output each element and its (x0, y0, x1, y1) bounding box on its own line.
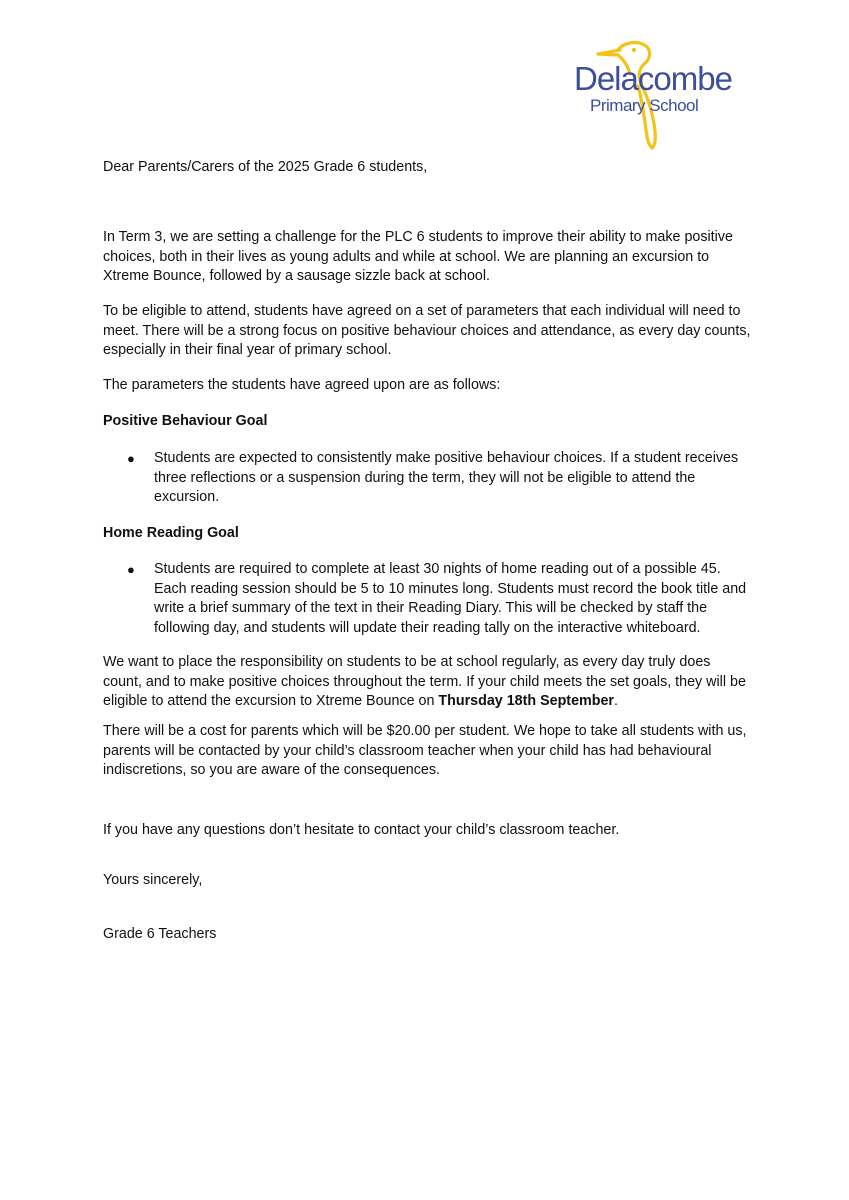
paragraph-responsibility-text: We want to place the responsibility on students to be at school regularly, as every day truly does count, and to make positive choices throughout the term. If your child meets the set goals, they will be eligible to attend the excursion to Xtreme Bounce on (103, 654, 746, 710)
goal-heading-behaviour: Positive Behaviour Goal (103, 413, 268, 429)
paragraph-questions: If you have any questions don’t hesitate to contact your child’s classroom teacher. (103, 822, 620, 838)
paragraph-responsibility-end: . (613, 693, 618, 710)
bullet-icon: ● (127, 451, 135, 466)
logo-wordmark-top: Delacombe (574, 60, 732, 97)
school-logo (568, 38, 732, 152)
paragraph-parameters: The parameters the students have agreed upon are as follows: (103, 377, 501, 393)
goal-reading-text: Students are required to complete at least 30 nights of home reading out of a possible 45. Each reading session should be 5 to 10 minutes long. Students must record the book title and write a brief summary of the text in their Reading Diary. This will be checked by staff the following day, and students will update their reading tally on the interactive whiteboard. (154, 561, 747, 636)
signature: Grade 6 Teachers (103, 926, 217, 942)
logo-wordmark-bottom: Primary School (590, 96, 699, 115)
excursion-date: Thursday 18th September (438, 693, 614, 710)
paragraph-eligibility: To be eligible to attend, students have agreed on a set of parameters that each individual will need to meet. There will be a strong focus on positive behaviour choices and attendance, as every day counts, especially in their final year of primary school. (103, 303, 751, 359)
goal-heading-reading: Home Reading Goal (103, 525, 239, 541)
closing: Yours sincerely, (103, 872, 203, 888)
paragraph-responsibility (103, 653, 751, 712)
bullet-icon: ● (127, 562, 135, 577)
goal-behaviour-text: Students are expected to consistently make positive behaviour choices. If a student receives three reflections or a suspension during the term, they will not be eligible to attend the excursion. (154, 450, 739, 506)
paragraph-cost: There will be a cost for parents which will be $20.00 per student. We hope to take all students with us, parents will be contacted by your child’s classroom teacher when your child has had behavioural indiscretions, so you are aware of the consequences. (103, 723, 747, 779)
paragraph-intro: In Term 3, we are setting a challenge for the PLC 6 students to improve their ability to make positive choices, both in their lives as young adults and while at school. We are planning an excursion to Xtreme Bounce, followed by a sausage sizzle back at school. (103, 229, 733, 285)
salutation: Dear Parents/Carers of the 2025 Grade 6 students, (103, 159, 428, 175)
